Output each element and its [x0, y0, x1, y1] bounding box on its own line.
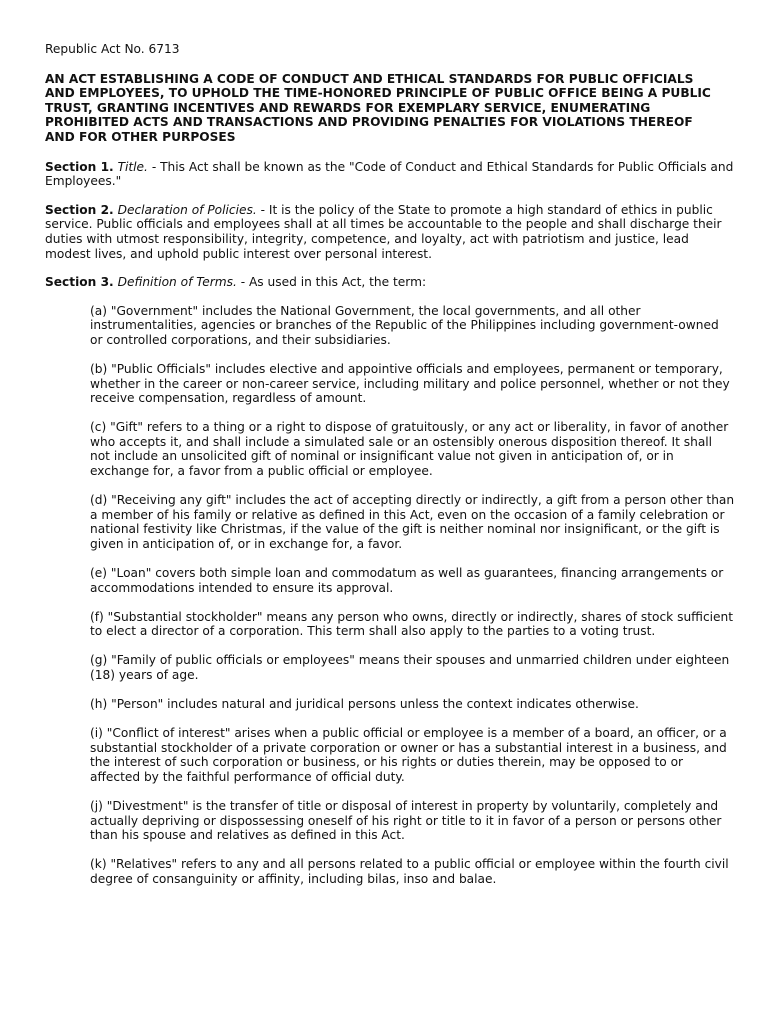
definition-public-officials: (b) "Public Officials" includes elective and appointive officials and employees, permanent or temporary, whether in the career or non-career service, including military and police personnel, whether or not they receive compensation, regardless of amount. [90, 362, 730, 406]
definition-receiving-any-gift: (d) "Receiving any gift" includes the act of accepting directly or indirectly, a gift from a person other than a member of his family or relative as defined in this Act, even on the occasion of a family celebration or national festivity like Christmas, if the value of the gift is neither nominal nor insignificant, or the gift is given in anticipation of, or in exchange for, a favor. [90, 493, 735, 551]
definition-person: (h) "Person" includes natural and juridical persons unless the context indicates otherwise. [90, 697, 639, 712]
definition-loan: (e) "Loan" covers both simple loan and commodatum as well as guarantees, financing arrangements or accommodations intended to ensure its approval. [90, 566, 724, 595]
definitions-list [90, 304, 735, 887]
section-3 [45, 275, 735, 290]
definition-conflict-of-interest: (i) "Conflict of interest" arises when a public official or employee is a member of a board, an officer, or a substantial stockholder of a private corporation or owner or has a substantial interest in a business, and the interest of such corporation or business, or his rights or duties therein, may be opposed to or affected by the faithful performance of official duty. [90, 726, 727, 784]
section-name: Declaration of Policies. [117, 202, 257, 217]
section-number: Section 1. [45, 159, 114, 174]
section-text: - This Act shall be known as the "Code of Conduct and Ethical Standards for Public Officials and Employees." [45, 159, 734, 189]
section-2 [45, 203, 735, 261]
section-number: Section 3. [45, 275, 114, 290]
section-name: Title. [117, 159, 148, 174]
definition-government: (a) "Government" includes the National Government, the local governments, and all other instrumentalities, agencies or branches of the Republic of the Philippines including government-owned or controlled corporations, and their subsidiaries. [90, 303, 719, 347]
section-text: - As used in this Act, the term: [240, 275, 427, 290]
section-1 [45, 160, 735, 189]
definition-family: (g) "Family of public officials or employees" means their spouses and unmarried children under eighteen (18) years of age. [90, 653, 730, 682]
document-reference: Republic Act No. 6713 [45, 42, 180, 56]
definition-relatives: (k) "Relatives" refers to any and all persons related to a public official or employee within the fourth civil degree of consanguinity or affinity, including bilas, inso and balae. [90, 857, 729, 886]
section-text: - It is the policy of the State to promote a high standard of ethics in public service. Public officials and employees shall at all times be accountable to the people and shall discharge their duties with utmost responsibility, integrity, competence, and loyalty, act with patriotism and justice, lead modest lives, and uphold public interest over personal interest. [45, 202, 722, 261]
section-number: Section 2. [45, 202, 114, 217]
definition-substantial-stockholder: (f) "Substantial stockholder" means any person who owns, directly or indirectly, shares of stock sufficient to elect a director of a corporation. This term shall also apply to the parties to a voting trust. [90, 609, 734, 639]
document-page [45, 42, 735, 901]
definition-gift: (c) "Gift" refers to a thing or a right to dispose of gratuitously, or any act or liberality, in favor of another who accepts it, and shall include a simulated sale or an ostensibly onerous disposition thereof. It shall not include an unsolicited gift of nominal or insignificant value not given in anticipation of, or in exchange for, a favor from a public official or employee. [90, 420, 729, 479]
section-name: Definition of Terms. [117, 275, 237, 290]
definition-divestment: (j) "Divestment" is the transfer of title or disposal of interest in property by voluntarily, completely and actually depriving or dispossessing oneself of his right or title to it in favor of a person or persons other than his spouse and relatives as defined in this Act. [90, 799, 722, 843]
act-title: AN ACT ESTABLISHING A CODE OF CONDUCT AND ETHICAL STANDARDS FOR PUBLIC OFFICIALS AND EMPLOYEES, TO UPHOLD THE TIME-HONORED PRINCIPLE OF PUBLIC OFFICE BEING A PUBLIC TRUST, GRANTING INCENTIVES AND REWARDS FOR EXEMPLARY SERVICE, ENUMERATING PROHIBITED ACTS AND TRANSACTIONS AND PROVIDING PENALTIES FOR VIOLATIONS THEREOF AND FOR OTHER PURPOSES [45, 71, 711, 144]
